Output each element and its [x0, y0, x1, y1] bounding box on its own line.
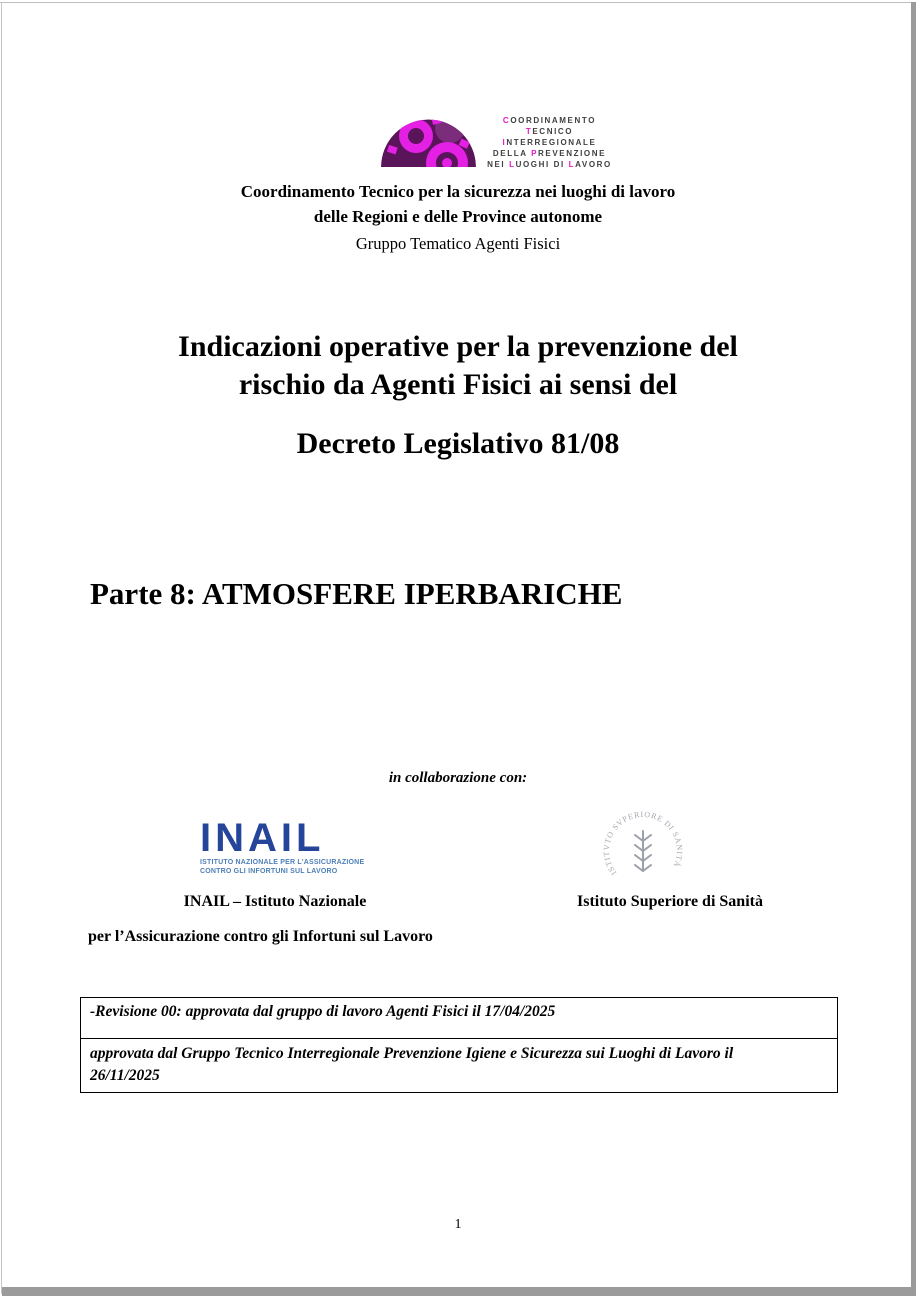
- ctipll-gears-icon: [380, 112, 477, 172]
- part-title: Parte 8: ATMOSFERE IPERBARICHE: [90, 576, 623, 611]
- ctipll-logo: [38, 112, 916, 172]
- svg-text:ISTITVTO SVPERIORE DI SANITÀ: ISTITVTO SVPERIORE DI SANITÀ: [601, 809, 685, 877]
- revision-row-2: [81, 1039, 837, 1092]
- revision-row-2-text-line1: approvata dal Gruppo Tecnico Interregionale Prevenzione Igiene e Sicurezza sui Luoghi di Lavoro il: [90, 1045, 734, 1062]
- thematic-group: Gruppo Tematico Agenti Fisici: [355, 234, 561, 253]
- document-title: [0, 328, 916, 404]
- revision-table: [80, 997, 838, 1093]
- page-number: 1: [454, 1217, 462, 1232]
- iss-caption: Istituto Superiore di Sanità: [577, 893, 763, 910]
- iss-seal-icon: [598, 804, 688, 897]
- organization-line1: Coordinamento Tecnico per la sicurezza nei luoghi di lavoro: [240, 182, 676, 201]
- inail-tagline: ISTITUTO NAZIONALE PER L'ASSICURAZIONE CONTRO GLI INFORTUNI SUL LAVORO: [200, 859, 365, 875]
- page-border-top: [0, 2, 912, 3]
- document-title-decree: Decreto Legislativo 81/08: [296, 427, 620, 460]
- inail-logo: [200, 816, 370, 876]
- document-title-line1: Indicazioni operative per la prevenzione del: [178, 330, 738, 363]
- collaboration-label: in collaborazione con:: [388, 770, 528, 786]
- document-title-line2: rischio da Agenti Fisici ai sensi del: [238, 368, 678, 401]
- organization-line2: delle Regioni e delle Province autonome: [313, 207, 603, 226]
- organization-name: [0, 179, 916, 229]
- revision-row-1: [81, 998, 837, 1039]
- revision-row-2-text-line2: 26/11/2025: [90, 1067, 160, 1084]
- inail-wordmark: INAIL: [200, 816, 325, 860]
- revision-row-1-text: -Revisione 00: approvata dal gruppo di lavoro Agenti Fisici il 17/04/2025: [90, 1003, 556, 1020]
- inail-caption-line2: per l’Assicurazione contro gli Infortuni sul Lavoro: [88, 928, 433, 945]
- page-border-bottom: [2, 1287, 916, 1296]
- inail-caption-line1: INAIL – Istituto Nazionale: [183, 893, 367, 910]
- ctipll-logo-text: COORDINAMENTO TECNICO INTERREGIONALE DELLA PREVENZIONE NEI LUOGHI DI LAVORO: [487, 115, 612, 169]
